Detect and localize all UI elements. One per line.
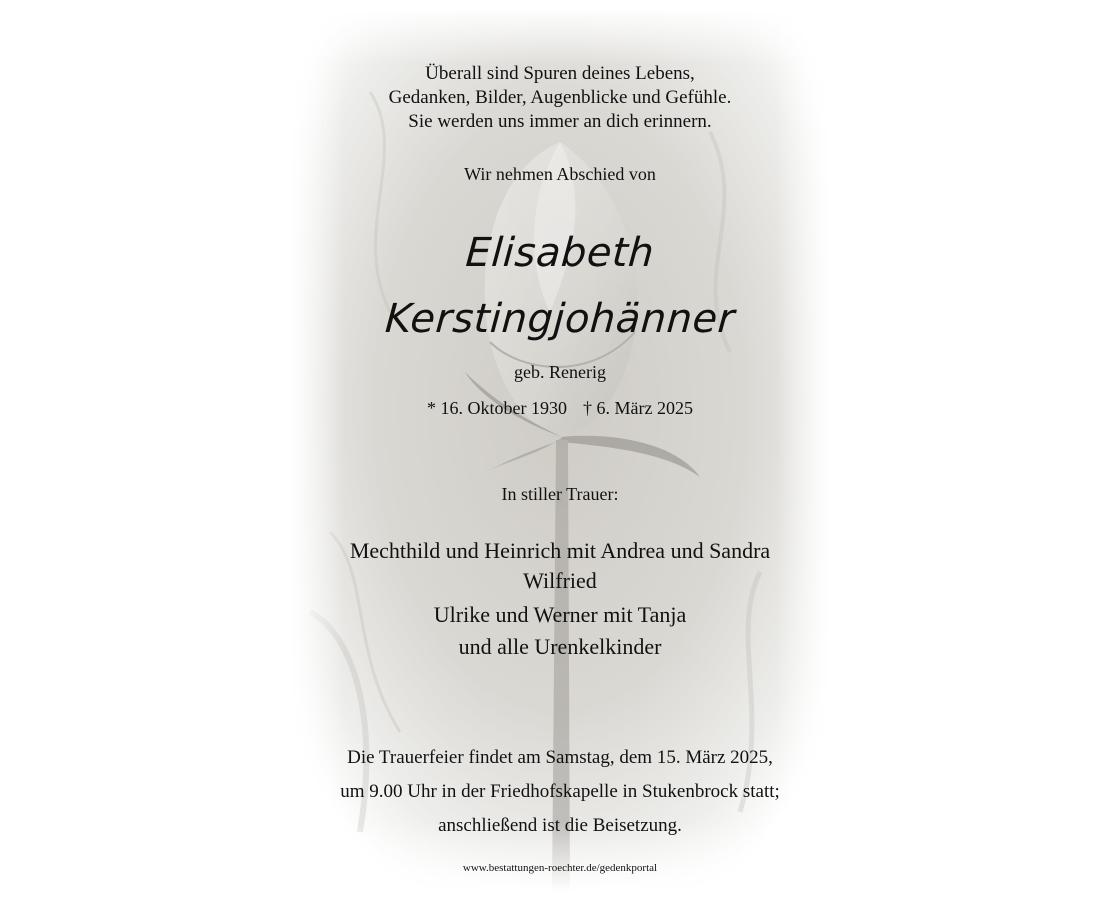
mourning-heading: In stiller Trauer: <box>501 484 619 504</box>
intro-text: Wir nehmen Abschied von <box>464 164 656 184</box>
mourner-line-4: und alle Urenkelkinder <box>458 634 662 659</box>
service-line-1: Die Trauerfeier findet am Samstag, dem 15. März 2025, <box>347 747 773 768</box>
footer-url[interactable]: www.bestattungen-roechter.de/gedenkportal <box>462 862 658 874</box>
poem-line-1: Überall sind Spuren deines Lebens, <box>425 63 695 84</box>
death-date: † 6. März 2025 <box>583 398 693 418</box>
mourner-line-2: Wilfried <box>523 568 597 593</box>
poem-line-2: Gedanken, Bilder, Augenblicke und Gefühle. <box>388 87 732 108</box>
service-line-2: um 9.00 Uhr in der Friedhofskapelle in Stukenbrock statt; <box>340 781 780 802</box>
mourner-line-1: Mechthild und Heinrich mit Andrea und Sandra <box>349 538 771 563</box>
service-line-3: anschließend ist die Beisetzung. <box>438 815 682 836</box>
obituary-text <box>290 12 830 892</box>
birth-name: geb. Renerig <box>514 362 606 382</box>
deceased-first-name: Elisabeth <box>464 230 656 276</box>
deceased-last-name: Kerstingjohänner <box>383 296 737 342</box>
birth-date: * 16. Oktober 1930 <box>427 398 567 418</box>
life-dates <box>290 398 830 419</box>
poem-line-3: Sie werden uns immer an dich erinnern. <box>408 111 712 132</box>
obituary-card <box>290 12 830 892</box>
mourner-line-3: Ulrike und Werner mit Tanja <box>433 602 687 627</box>
